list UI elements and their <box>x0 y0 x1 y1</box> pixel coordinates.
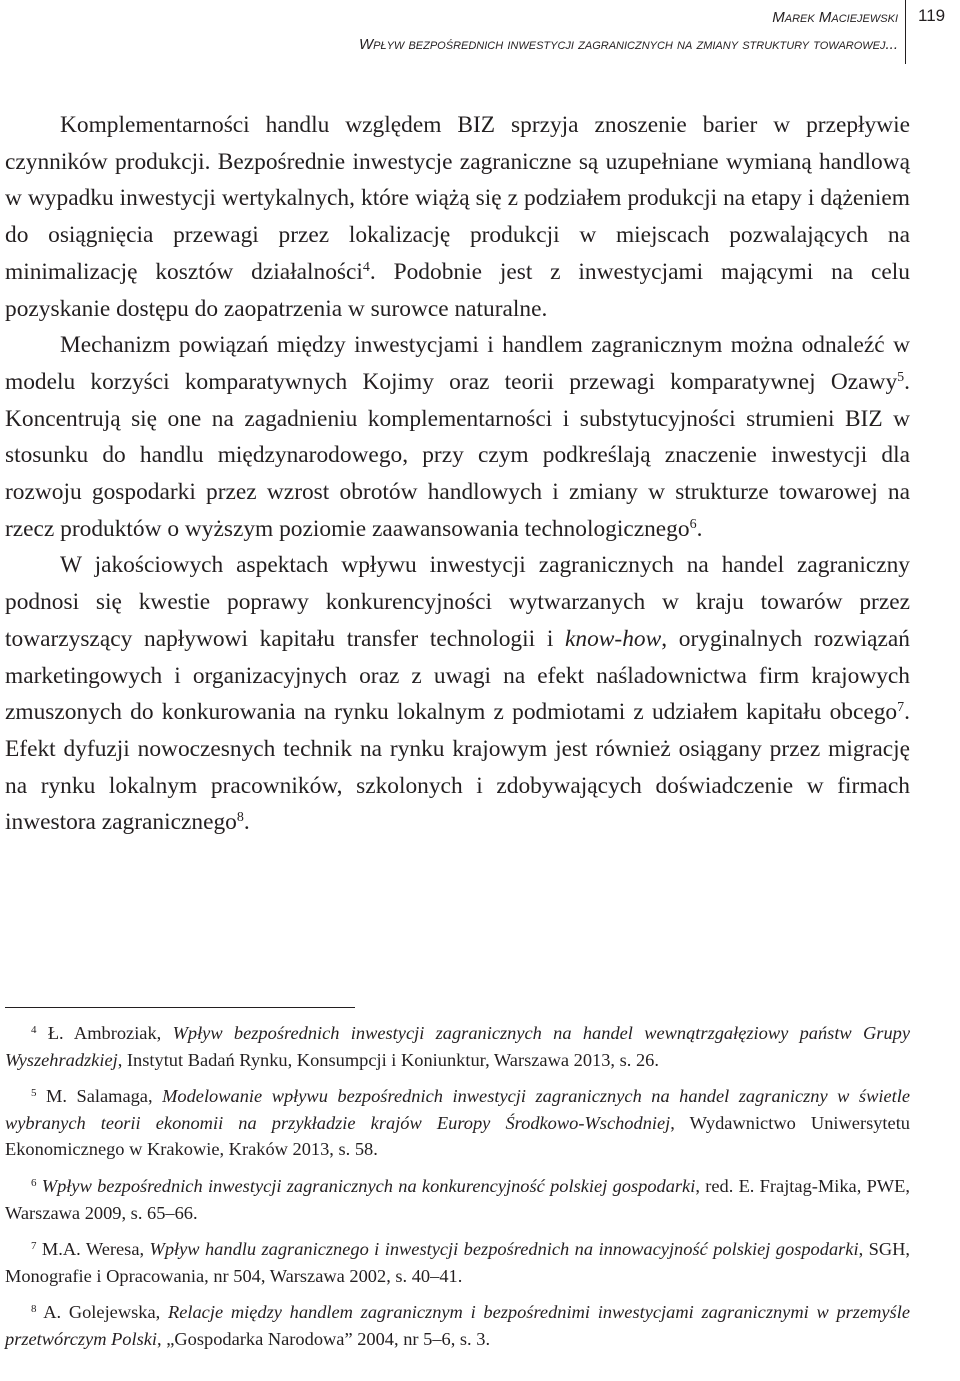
footnote-ref-5: 5 <box>897 369 905 385</box>
running-head-author: Marek Maciejewski <box>772 9 898 26</box>
footnotes <box>5 1020 910 1363</box>
footnote-ref-6: 6 <box>689 516 697 532</box>
footnote-6: $^6$ Wpływ bezpośrednich inwestycji zagranicznych na konkurencyjność polskiej gospodarki, red. E. Frajtag-Mika, PWE, Warszawa 2009, s. 65–66. <box>5 1175 910 1223</box>
footnote-7: $^7$ M.A. Weresa, Wpływ handlu zagranicznego i inwestycji bezpośrednich na innowacyjność polskiej gospodarki, SGH, Monografie i Opracowania, nr 504, Warszawa 2002, s. 40–41. <box>5 1239 910 1286</box>
page-number: 119 <box>918 6 946 25</box>
footnote-5: $^5$ M. Salamaga, Modelowanie wpływu bezpośrednich inwestycji zagranicznych na handel zagraniczny w świetle wybranych teorii ekonomii na przykładzie krajów Europy Środkowo-Wschodniej, Wydawnictwo Uniwersytetu Ekonomicznego w Krakowie, Kraków 2013, s. 58. <box>5 1086 911 1160</box>
paragraph-3: W jakościowych aspektach wpływu inwestycji zagranicznych na handel zagraniczny podnosi się kwestie poprawy konkurencyjności wytwarzanych w kraju towarów przez towarzyszący napływowi kapitału transfer technologii i know-how, oryginalnych rozwiązań marketingowych i organizacyjnych oraz z uwagi na efekt naśladownictwa firm krajowych zmuszonych do konkurowania na rynku lokalnym z podmiotami z udziałem kapitału obcego$^7$. Efekt dyfuzji nowoczesnych technik na rynku krajowym jest również osiągany przez migrację na rynku lokalnym pracowników, szkolonych i zdobywających doświadczenie w firmach inwestora zagranicznego$^8$. <box>5 552 910 836</box>
main-text <box>5 107 910 841</box>
header-divider <box>905 0 906 64</box>
footnote-ref-7: 7 <box>897 700 905 716</box>
paragraph-1: Komplementarności handlu względem BIZ sprzyja znoszenie barier w przepływie czynników produkcji. Bezpośrednie inwestycje zagraniczne są uzupełniane wymianą handlową w wypadku inwestycji wertykalnych, które wiążą się z podziałem produkcji na etapy i dążeniem do osiągnięcia przewagi przez lokalizację produkcji w miejscach pozwalających na minimalizację kosztów działalności$^4$. Podobnie jest z inwestycjami mającymi na celu pozyskanie dostępu do zaopatrzenia w surowce naturalne. <box>5 112 910 322</box>
page-header <box>0 0 960 70</box>
paragraph-2: Mechanizm powiązań między inwestycjami i handlem zagranicznym można odnaleźć w modelu korzyści komparatywnych Kojimy oraz teorii przewagi komparatywnej Ozawy$^5$. Koncentrują się one na zagadnieniu komplementarności i substytucyjności strumieni BIZ w stosunku do handlu międzynarodowego, przy czym podkreślają znaczenie inwestycji dla rozwoju gospodarki przez wzrost obrotów handlowych i zmiany w strukturze towarowej na rzecz produktów o wyższym poziomie zaawansowania technologicznego$^6$. <box>5 332 910 542</box>
footnote-separator <box>5 1007 355 1008</box>
footnote-ref-8: 8 <box>236 810 244 826</box>
footnote-ref-4: 4 <box>362 259 370 275</box>
running-head <box>359 4 898 58</box>
running-head-title: Wpływ bezpośrednich inwestycji zagranicznych na zmiany struktury towarowej... <box>358 36 898 53</box>
footnote-8: $^8$ A. Golejewska, Relacje między handlem zagranicznym i bezpośrednimi inwestycjami zagranicznymi w przemyśle przetwórczym Polski, „Gospodarka Narodowa” 2004, nr 5–6, s. 3. <box>5 1302 910 1349</box>
footnote-4: $^4$ Ł. Ambroziak, Wpływ bezpośrednich inwestycji zagranicznych na handel wewnątrzgałęziowy państw Grupy Wyszehradzkiej, Instytut Badań Rynku, Konsumpcji i Koniunktur, Warszawa 2013, s. 26. <box>5 1023 910 1070</box>
